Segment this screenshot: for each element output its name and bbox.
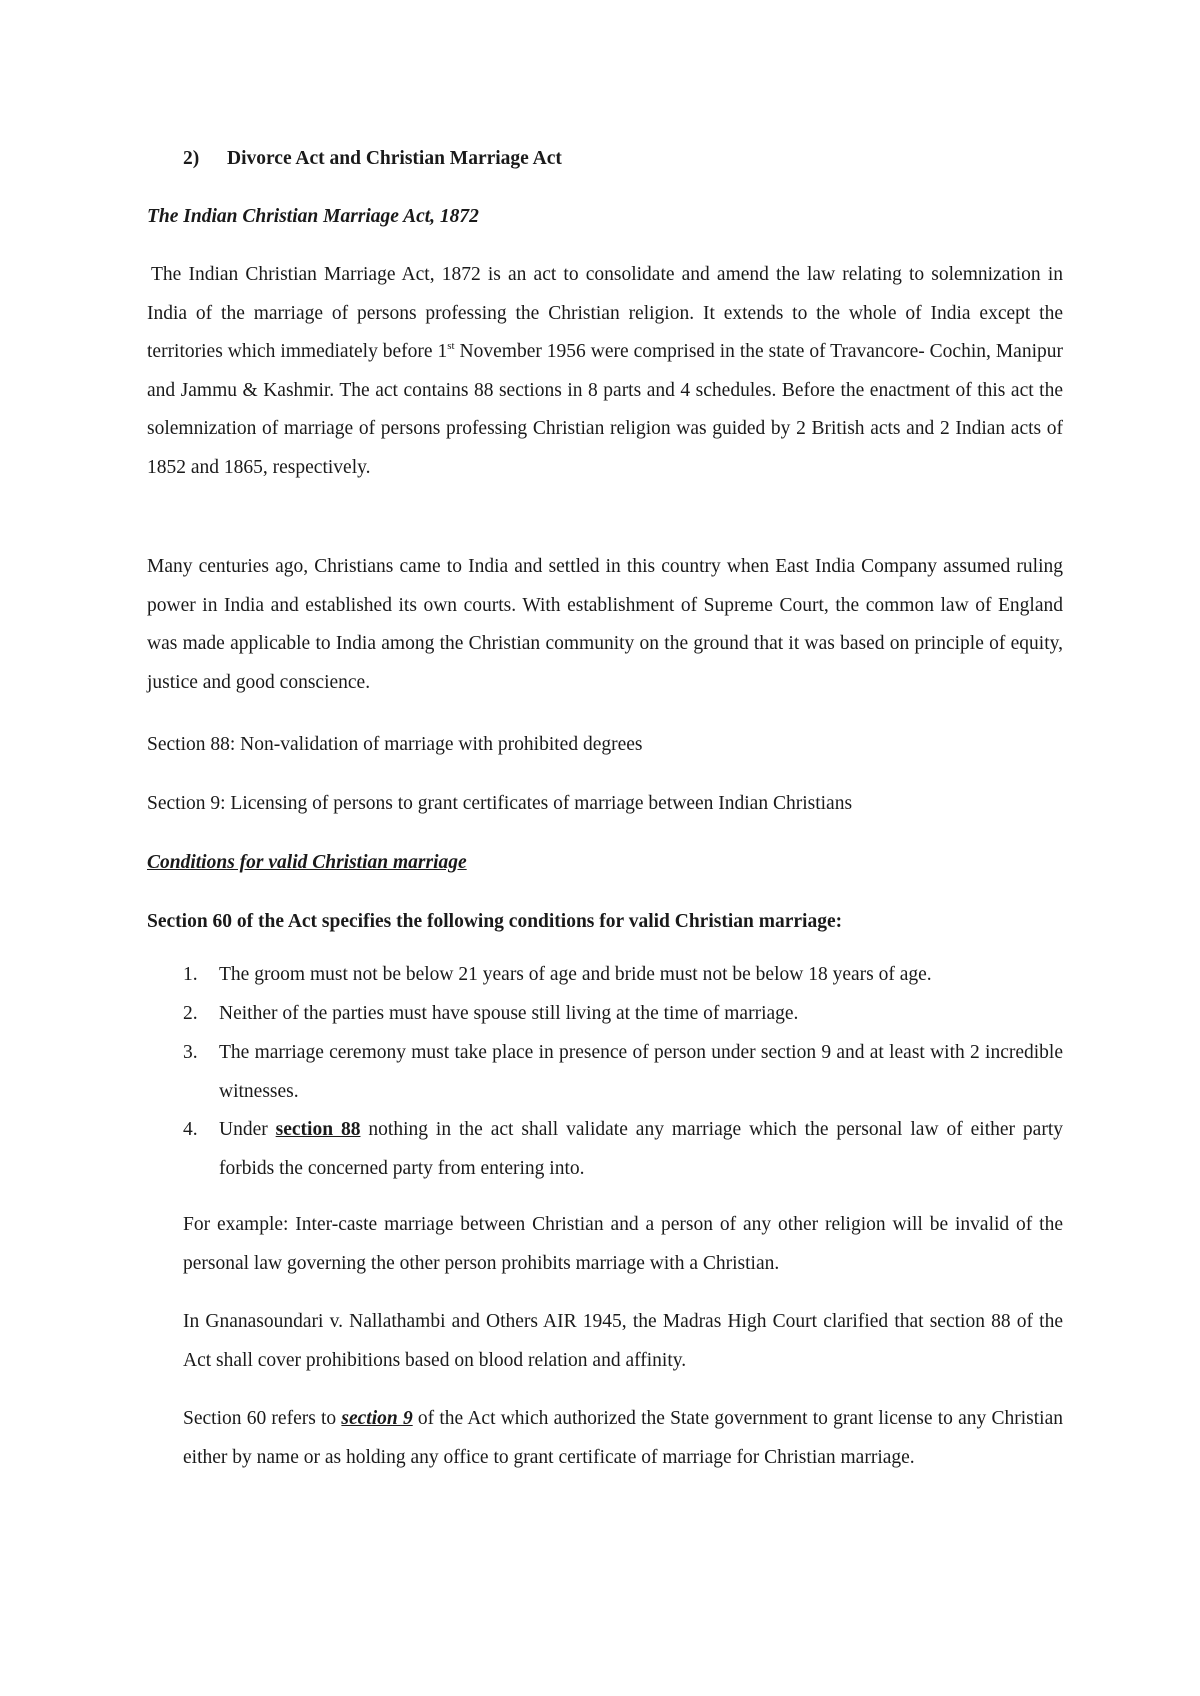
list-text: The groom must not be below 21 years of age and bride must not be below 18 years of age. [219,964,932,985]
act-title: The Indian Christian Marriage Act, 1872 [147,206,479,227]
final-text-before: Section 60 refers to [183,1408,342,1429]
example-paragraph: For example: Inter-caste marriage between Christian and a person of any other religion will be invalid of the personal law governing the other person prohibits marriage with a Christian. [183,1214,1063,1274]
list-number: 3. [183,1042,198,1063]
list-text-before: Under [219,1119,276,1140]
case-paragraph: In Gnanasoundari v. Nallathambi and Others AIR 1945, the Madras High Court clarified that section 88 of the Act shall cover prohibitions based on blood relation and affinity. [183,1311,1063,1371]
conditions-heading: Conditions for valid Christian marriage [147,852,467,873]
list-text: The marriage ceremony must take place in presence of person under section 9 and at least with 2 incredible witnesses. [219,1042,1063,1102]
history-paragraph: Many centuries ago, Christians came to India and settled in this country when East India Company assumed ruling power in India and established its own courts. With establishment of Supreme Court, the common law of England was made applicable to India among the Christian community on the ground that it was based on principle of equity, justice and good conscience. [147,556,1063,693]
list-number: 1. [183,964,198,985]
list-number: 2. [183,1003,198,1024]
intro-text-part1: The Indian Christian Marriage Act, 1872 is an act to consolidate and amend the law relating to solemnization in India of the marriage of persons professing the Christian religion. It extends to the whole of India except the territories which immediately before 1 [147,264,1063,362]
section-9-line: Section 9: Licensing of persons to grant certificates of marriage between Indian Christians [147,793,853,814]
section-title: Divorce Act and Christian Marriage Act [227,148,562,169]
list-item [183,1034,1063,1111]
intro-paragraph [147,256,1063,487]
section-number: 2) [183,148,200,169]
ordinal-suffix: st [447,340,455,352]
list-text: Neither of the parties must have spouse still living at the time of marriage. [219,1003,799,1024]
section-60-heading: Section 60 of the Act specifies the following conditions for valid Christian marriage: [147,911,843,932]
section-9-link[interactable]: section 9 [341,1408,413,1429]
list-item [183,1111,1063,1188]
section-heading [183,148,883,170]
list-item [183,956,1063,995]
list-text [219,1111,1063,1188]
list-item [183,995,1063,1034]
list-number: 4. [183,1119,198,1140]
final-text-after: of the Act which authorized the State government to grant license to any Christian either by name or as holding any office to grant certificate of marriage for Christian marriage. [183,1408,1063,1468]
section-88-line: Section 88: Non-validation of marriage with prohibited degrees [147,734,643,755]
final-paragraph [183,1400,1063,1477]
list-text-after: nothing in the act shall validate any marriage which the personal law of either party forbids the concerned party from entering into. [219,1119,1063,1179]
intro-text-part2: November 1956 were comprised in the state of Travancore- Cochin, Manipur and Jammu & Kashmir. The act contains 88 sections in 8 parts and 4 schedules. Before the enactment of this act the solemnization of marriage of persons professing Christian religion was guided by 2 British acts and 2 Indian acts of 1852 and 1865, respectively. [147,341,1063,478]
section-88-link[interactable]: section 88 [275,1119,361,1140]
